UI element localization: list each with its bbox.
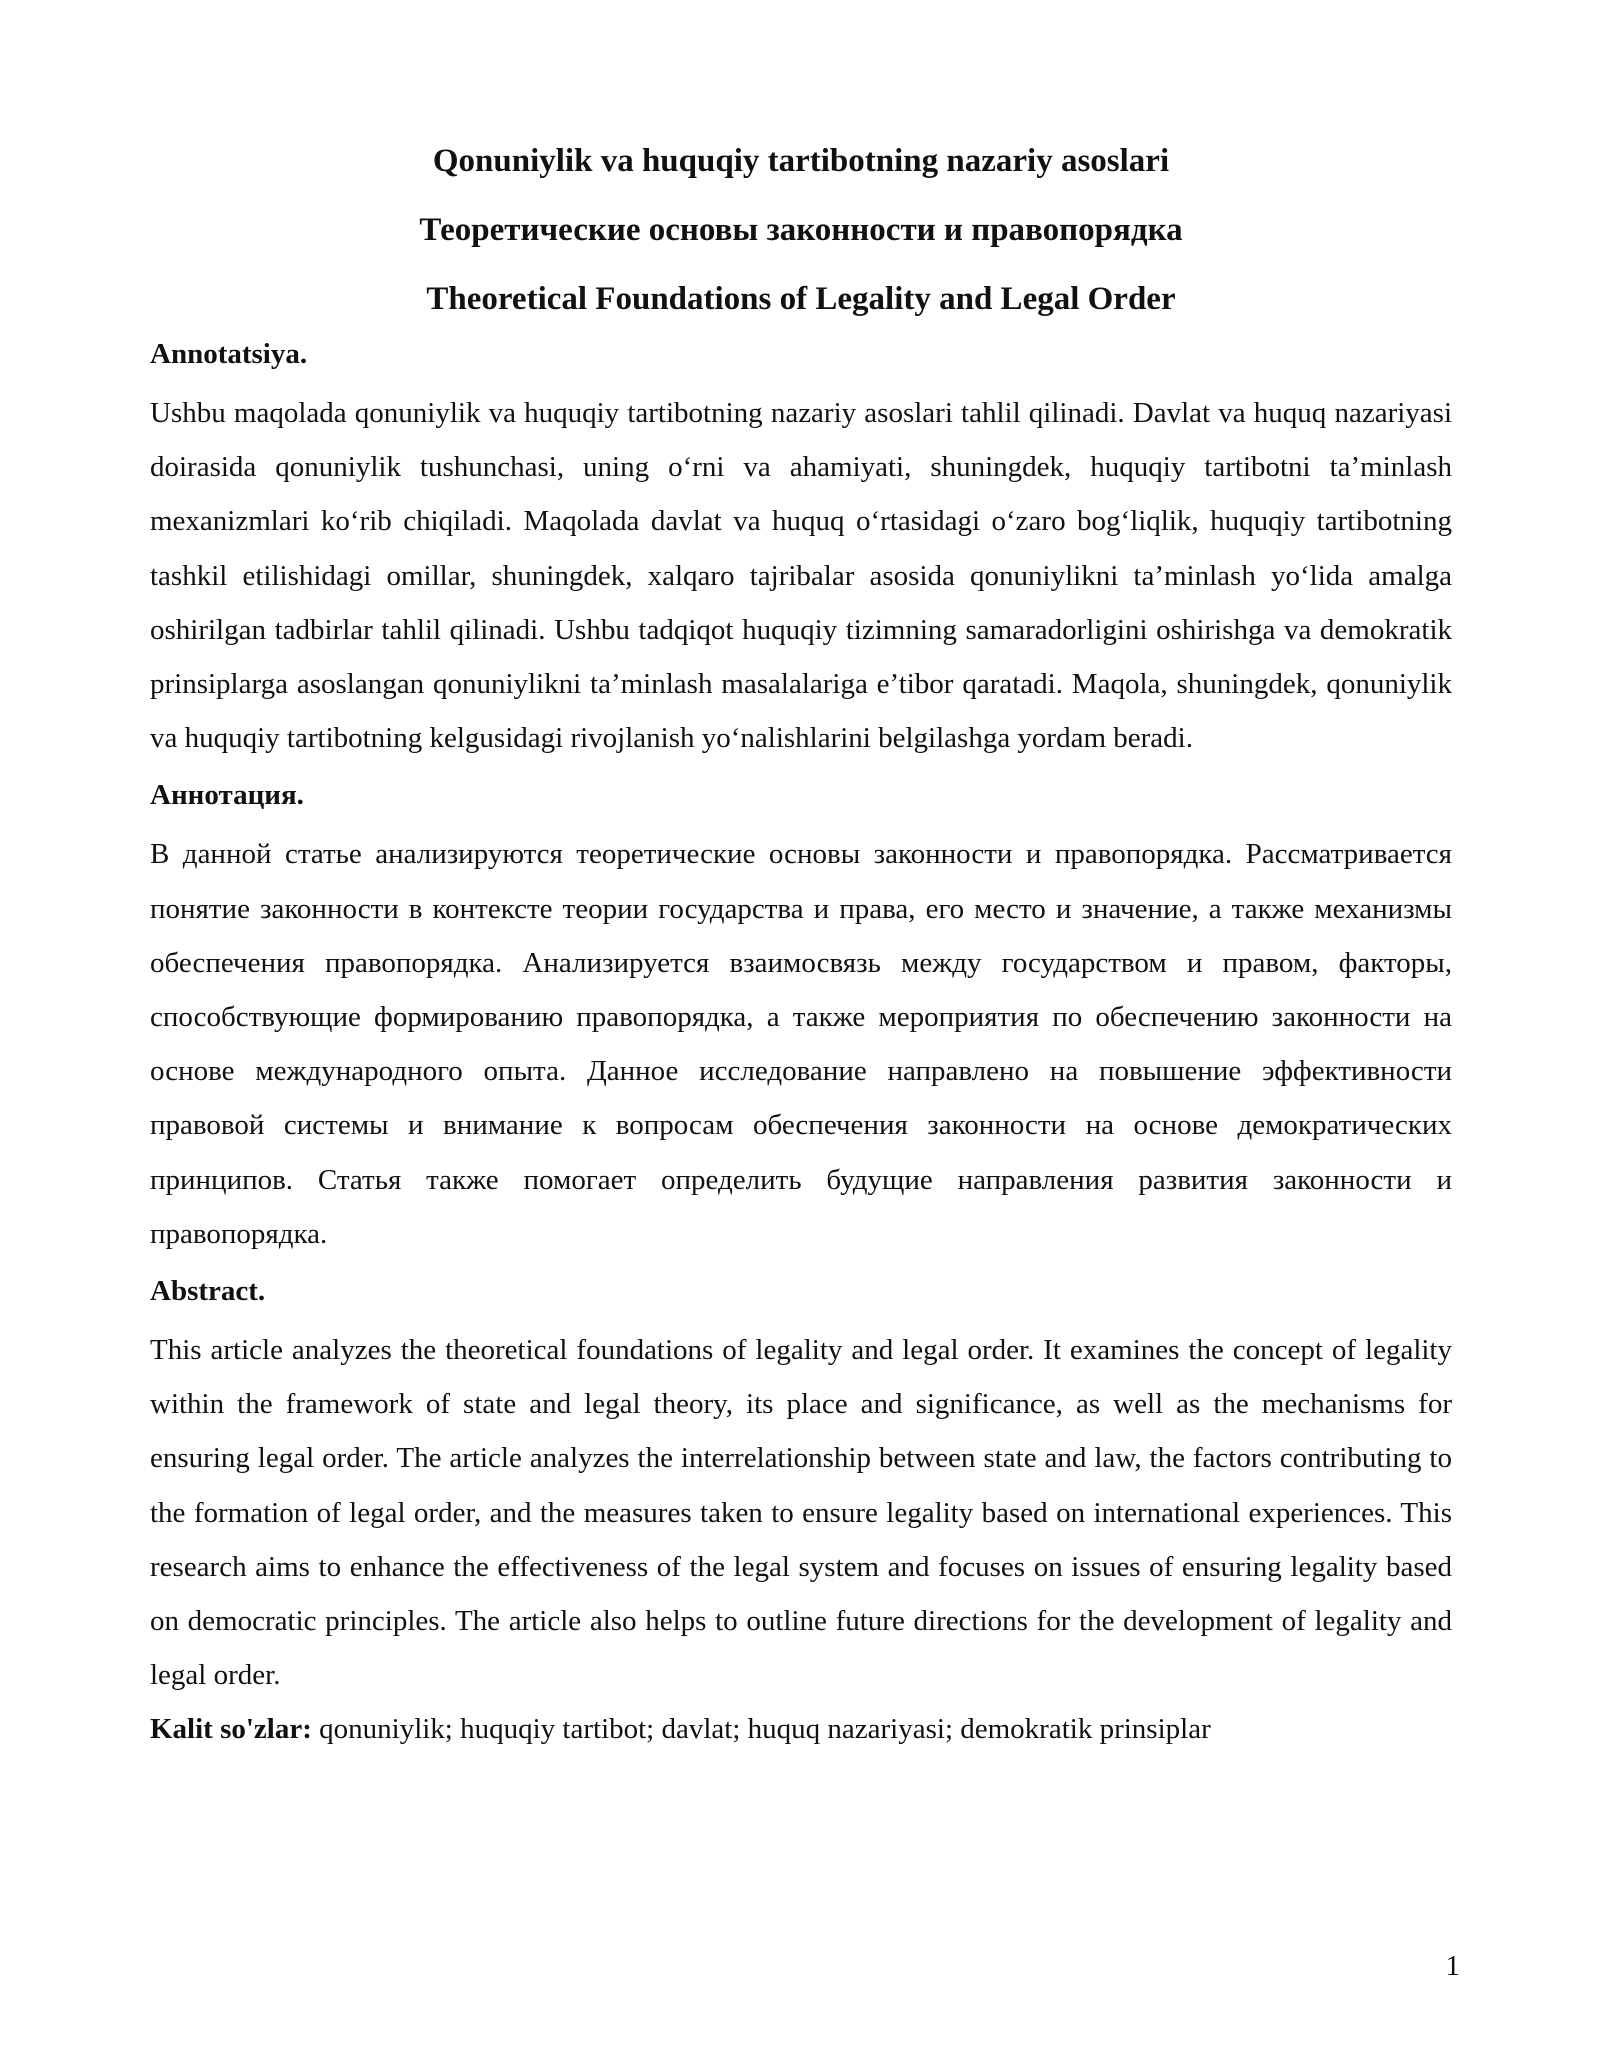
annotation-uz-heading: Annotatsiya. <box>150 338 308 370</box>
keywords-line <box>150 1702 1452 1756</box>
keywords-label: Kalit so'zlar: <box>150 1713 312 1746</box>
title-english: Theoretical Foundations of Legality and Legal Order <box>426 281 1176 317</box>
annotation-uz-text: Ushbu maqolada qonuniylik va huquqiy tartibotning nazariy asoslari tahlil qilinadi. Davlat va huquq nazariyasi doirasida qonuniylik tushunchasi, uning o‘rni va ahamiyati, shuningdek, huquqiy tartibotni ta’minlash mexanizmlari ko‘rib chiqiladi. Maqolada davlat va huquq o‘rtasidagi o‘zaro bog‘liqlik, huquqiy tartibotning tashkil etilishidagi omillar, shuningdek, xalqaro tajribalar asosida qonuniylikni ta’minlash yo‘lida amalga oshirilgan tadbirlar tahlil qilinadi. Ushbu tadqiqot huquqiy tizimning samaradorligini oshirishga va demokratik prinsiplarga asoslangan qonuniylikni ta’minlash masalalariga e’tibor qaratadi. Maqola, shuningdek, qonuniylik va huquqiy tartibotning kelgusidagi rivojlanish yo‘nalishlarini belgilashga yordam beradi. <box>150 397 1452 755</box>
annotation-ru-heading: Аннотация. <box>150 779 304 812</box>
document-page <box>150 140 1452 1756</box>
abstract-en-text: This article analyzes the theoretical foundations of legality and legal order. It examines the concept of legality within the framework of state and legal theory, its place and significance, as well as the mechanisms for ensuring legal order. The article analyzes the interrelationship between state and law, the factors contributing to the formation of legal order, and the measures taken to ensure legality based on international experiences. This research aims to enhance the effectiveness of the legal system and focuses on issues of ensuring legality based on democratic principles. The article also helps to outline future directions for the development of legality and legal order. <box>150 1334 1452 1692</box>
abstract-en-heading: Abstract. <box>150 1275 266 1308</box>
keywords-text: qonuniylik; huquqiy tartibot; davlat; huquq nazariyasi; demokratik prinsiplar <box>311 1713 1211 1746</box>
annotation-ru-text: В данной статье анализируются теоретические основы законности и правопорядка. Рассматривается понятие законности в контексте теории государства и права, его место и значение, а также механизмы обеспечения правопорядка. Анализируется взаимосвязь между государством и правом, факторы, способствующие формированию правопорядка, а также мероприятия по обеспечению законности на основе международного опыта. Данное исследование направлено на повышение эффективности правовой системы и внимание к вопросам обеспечения законности на основе демократических принципов. Статья также помогает определить будущие направления развития законности и правопорядка. <box>150 838 1452 1250</box>
page-number: 1 <box>1445 1950 1460 1982</box>
title-russian: Теоретические основы законности и правопорядка <box>419 212 1183 248</box>
title-uzbek: Qonuniylik va huquqiy tartibotning nazariy asoslari <box>432 143 1170 179</box>
